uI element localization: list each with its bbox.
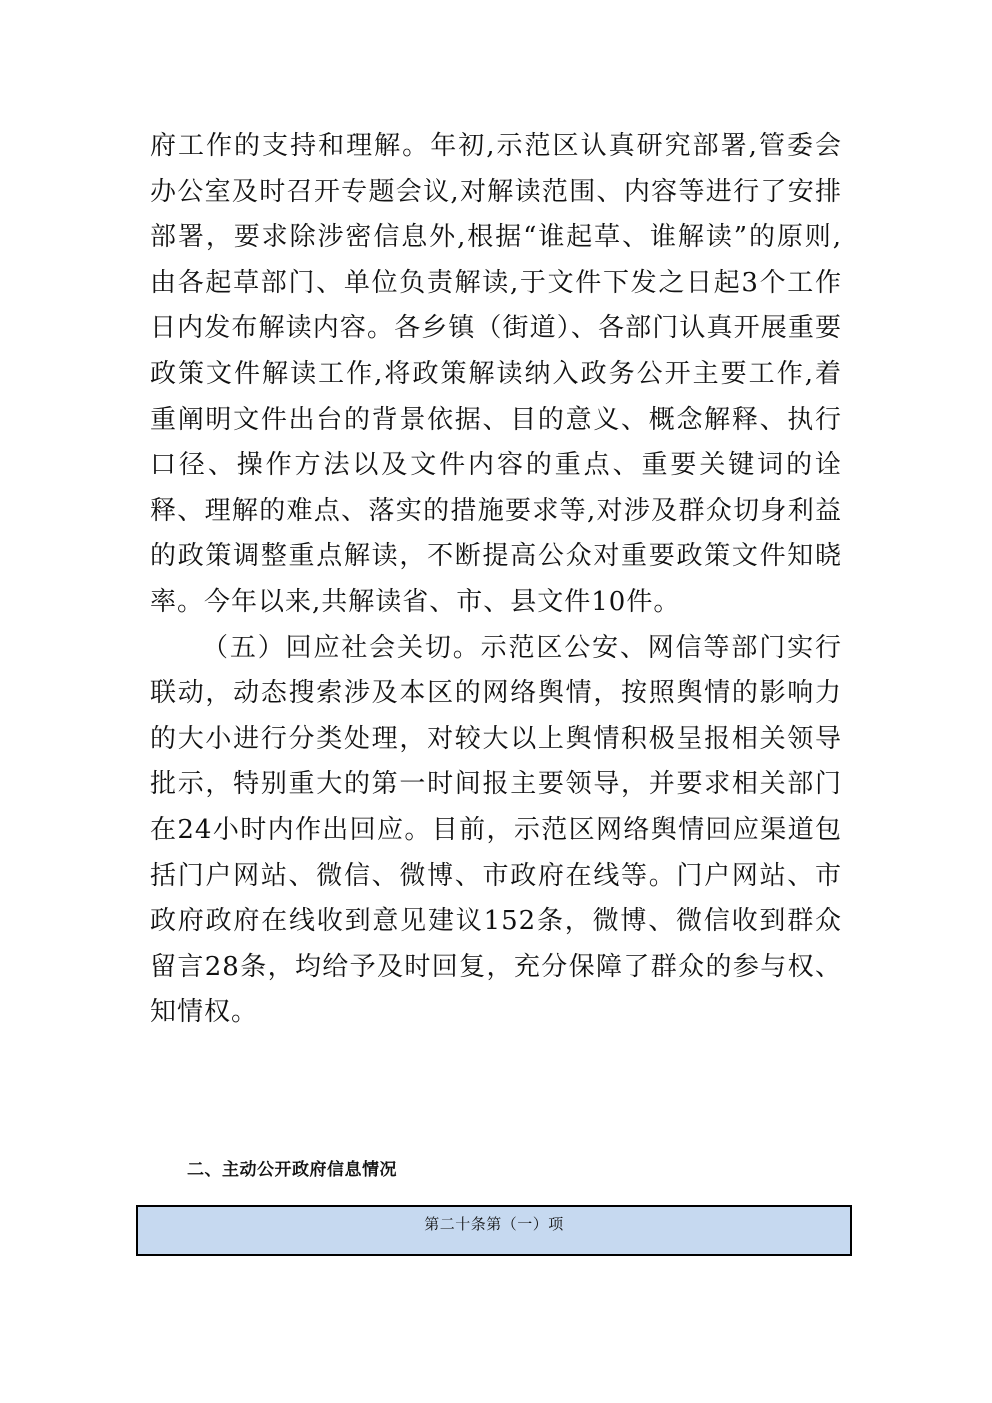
body-text [150, 124, 842, 1036]
paragraph-social-concerns: （五）回应社会关切。示范区公安、网信等部门实行联动，动态搜索涉及本区的网络舆情，按照舆情的影响力的大小进行分类处理，对较大以上舆情积极呈报相关领导批示，特别重大的第一时间报主要领导，并要求相关部门在24小时内作出回应。目前，示范区网络舆情回应渠道包括门户网站、微信、微博、市政府在线等。门户网站、市政府政府在线收到意见建议152条，微博、微信收到群众留言28条，均给予及时回复，充分保障了群众的参与权、知情权。 [150, 632, 842, 1028]
table-header-label: 第二十条第（一）项 [424, 1215, 564, 1233]
paragraph-policy-interpretation: 府工作的支持和理解。年初,示范区认真研究部署,管委会办公室及时召开专题会议,对解读范围、内容等进行了安排部署，要求除涉密信息外,根据“谁起草、谁解读”的原则,由各起草部门、单位负责解读,于文件下发之日起3个工作日内发布解读内容。各乡镇（街道）、各部门认真开展重要政策文件解读工作,将政策解读纳入政务公开主要工作,着重阐明文件出台的背景依据、目的意义、概念解释、执行口径、操作方法以及文件内容的重点、重要关键词的诠释、理解的难点、落实的措施要求等,对涉及群众切身利益的政策调整重点解读，不断提高公众对重要政策文件知晓率。今年以来,共解读省、市、县文件10件。 [150, 131, 842, 617]
section-heading: 二、主动公开政府信息情况 [187, 1160, 397, 1180]
table-header-row [136, 1205, 852, 1256]
